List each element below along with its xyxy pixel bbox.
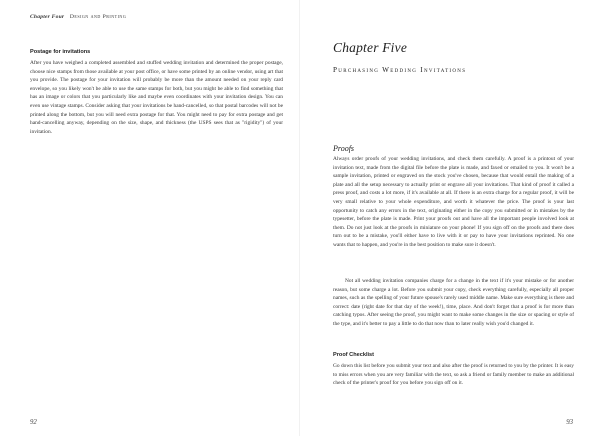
page-number-left: 92 [30,419,37,426]
subhead-proofs: Proofs [333,144,355,153]
running-head-chapter: Chapter Four [30,14,65,20]
running-head [30,14,126,20]
body-paragraph: Not all wedding invitation companies charge for a change in the text if it's your mistake or for another reason, but some charge a lot. Before you submit your copy, check everything carefully, especially all proper names, such as the spelling of your future spouse's rarely used middle name. Make sure everything is there and correct: date (right date for that day of the week!), time, place. And don't forget that a proof is for more than catching typos. After seeing the proof, you might want to make some changes in the size or spacing or style of the type, and it's better to pay a little to do that now than to later really wish you'd changed it. [333,278,574,327]
body-paragraph: Always order proofs of your wedding invitations, and check them carefully. A proof is a printout of your invitation text, made from the digital file before the plate is made, and faxed or emailed to you. It won't be a sample invitation, printed or engraved on the stock you've chosen, because that would entail the making of a plate and all the setup necessary to actually print or engrave all your invitations. That kind of proof it called a press proof, and costs a lot more, if it's available at all. If there is an extra charge for a regular proof, it will be very small relative to your whole expenditure, and worth it whatever the price. The proof is your last opportunity to catch any errors in the text, originating either in the copy you submitted or in mistakes by the typesetter, before the plate is made. Print your proofs out and have all the important people involved look at them. Do not just look at the proofs in miniature on your phone! If you sign off on the proofs and there does turn out to be a mistake, you'll either have to live with it or pay to have your invitations reprinted. No one wants that to happen, and you're in the best position to make sure it doesn't. [333,156,574,248]
right-page [300,0,600,436]
running-head-section: Design and Printing [69,14,127,20]
chapter-title: Chapter Five [333,40,408,55]
section-heading-proof-checklist: Proof Checklist [333,352,375,358]
body-paragraph: After you have weighed a completed assembled and stuffed wedding invitation and determined the proper postage, choose nice stamps from those available at your post office, or have some printed by an online vendor, using art that you provide. The postage for your invitation will probably be more than the amount needed on your reply card envelope, so you likely won't be able to use the same stamps for both, but you might be able to find something that has an image or colors that you particularly like and maybe even coordinates with your invitation design. You can even use vintage stamps. Consider asking that your invitations be hand-cancelled, so that postal barcodes will not be printed along the bottom, but you will need extra postage for that. You might need to pay for extra postage and get hand-cancelling anyway, depending on the size, shape, and thickness (the USPS sees that as "rigidity") of your invitation. [30,60,283,135]
page-number-right: 93 [566,419,573,426]
body-paragraph: Go down this list before you submit your text and also after the proof is returned to you by the printer. It is easy to miss errors when you are very familiar with the text, so ask a friend or family member to make an additional check of the printer's proof for you before you sign off on it. [333,363,574,387]
chapter-subtitle: Purchasing Wedding Invitations [333,66,467,74]
section-heading-postage: Postage for invitations [30,49,91,55]
